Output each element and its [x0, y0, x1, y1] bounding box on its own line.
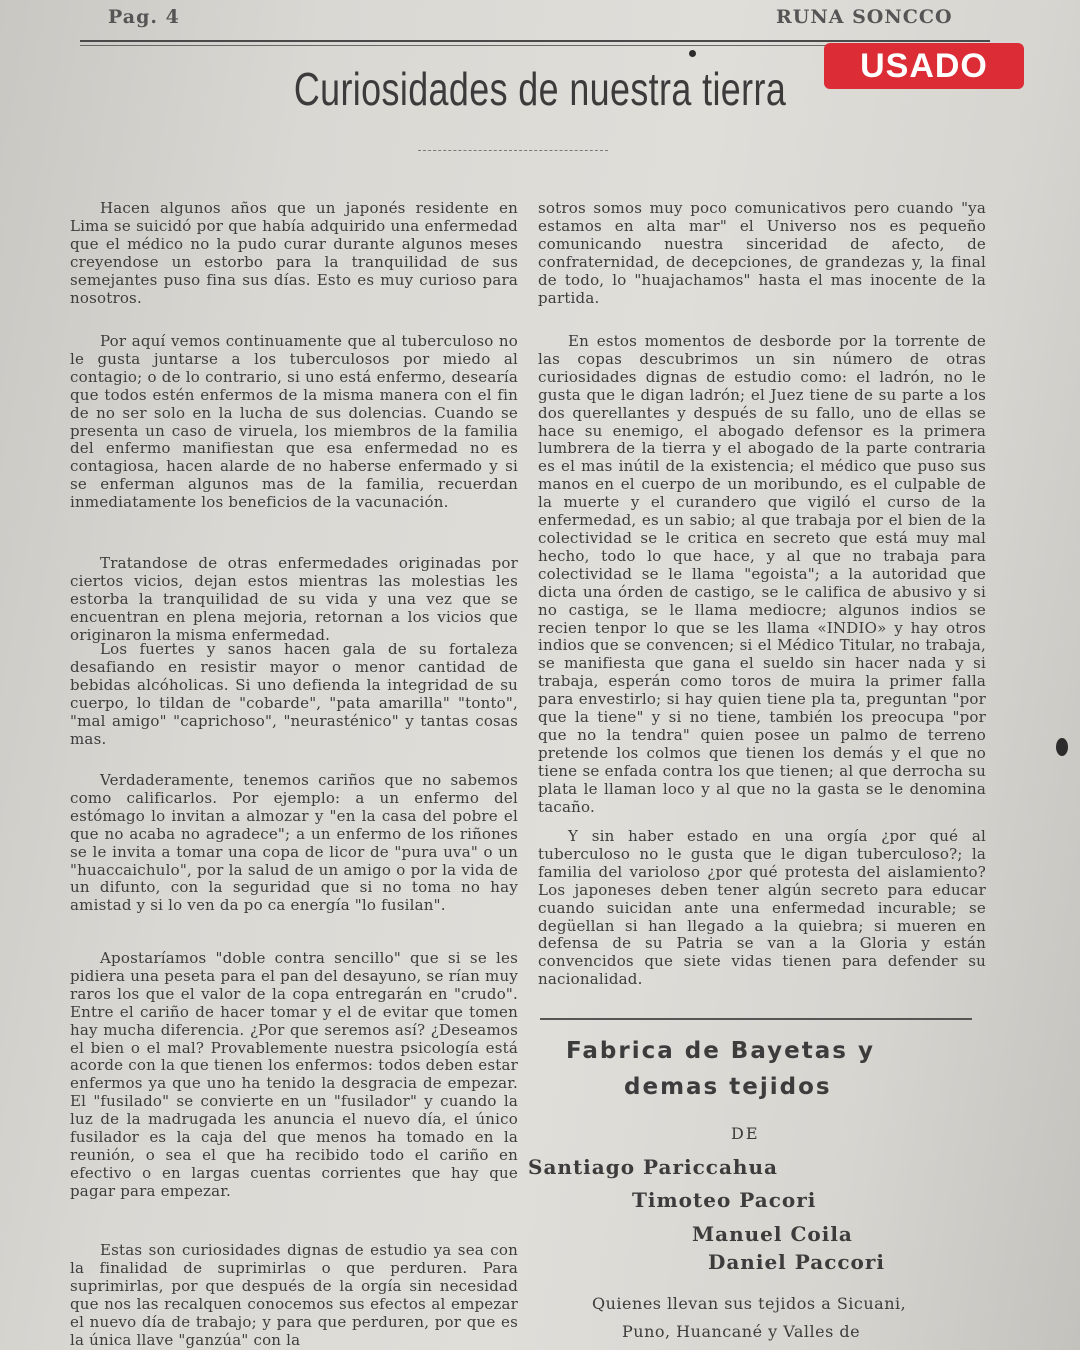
article-paragraph: Verdaderamente, tenemos cariños que no sabemos como calificarlos. Por ejemplo: a un enfermo del estómago lo invitan a almozar y "en la casa del pobre el que no acaba no agradece"; a un enfermo de los riñones se le invita a tomar una copa de licor de "pura uva" o un "huaccaichulo", por la salud de un amigo o por la vida de un difunto, con la seguridad que si no toma no hay amistad y si lo ven da po ca energía "lo fusilan". [70, 771, 518, 915]
ad-owner-name: Timoteo Pacori [632, 1188, 817, 1212]
article-paragraph: Los fuertes y sanos hacen gala de su fortaleza desafiando en resistir mayor o menor cantidad de bebidas alcóholicas. Si uno defienda la integridad de su cuerpo, lo tildan de "cobarde", "pata amarilla" "tonto", "mal amigo" "caprichoso", "neurasténico" y tantas cosas mas. [70, 640, 518, 748]
article-paragraph: Tratandose de otras enfermedades originadas por ciertos vicios, dejan estos mientras las molestias les estorba la tranquilidad de su vida y una vez que se encuentran en plena mejoria, retornan a los vicios que originaron la misma enfermedad. [70, 554, 518, 644]
newspaper-name: RUNA SONCCO [776, 6, 953, 28]
title-ornament [418, 150, 608, 151]
article-paragraph: Y sin haber estado en una orgía ¿por qué al tuberculoso no le gusta que le digan tuberculoso?; la familia del varioloso ¿por qué protesta del aislamiento? Los japoneses deben tener algún secreto para educar cuando suicidan ante una enfermedad incurable; se degüellan si han llegado a la quiebra; si mueren en defensa de su Patria se van a la Gloria y están convencidos que siete vidas tienen para defender su nacionalidad. [538, 827, 986, 989]
ad-footer-line: Puno, Huancané y Valles de [622, 1322, 861, 1341]
ad-subtitle: demas tejidos [624, 1074, 832, 1100]
header-rule [80, 40, 990, 42]
article-paragraph: En estos momentos de desborde por la torrente de las copas descubrimos un sin número de otras curiosidades dignas de estudio como: el ladrón, no le gusta que le digan ladrón; el Juez tiene de su parte a los dos querellantes y después de su fallo, uno de ellas se hace su enemigo, el abogado defensor es la primera lumbrera de la tierra y el abogado de la parte contraria es el mas inútil de la existencia; el médico que puso sus manos en el cuerpo de un moribundo, es el culpable de la muerte y el curandero que vigiló el curso de la enfermedad, es un sabio; al que trabaja por el bien de la colectividad se le critica en secreto que está muy mal hecho, todo lo que hace, y al que no trabaja para colectividad se le llama "egoista"; a la autoridad que dicta una órden de castigo, se le califica de abusivo y si no castiga, se le llama mediocre; algunos indios se recien tenpor lo que se les llama «INDIO» y hay otros indios que se convencen; si el Médico Titular, no trabaja, se manifiesta que gana el sueldo sin hacer nada y si trabaja, esperán como toros de muira la primer falla para envestirlo; si hay quien tiene pla ta, preguntan "por que la tiene" y si no tiene, también los preocupa "por que no la tendra" quien posee un palmo de terreno pretende los colmos que tienen los demás y el que no tiene se enfada contra los que tienen; al que derrocha su plata le llaman loco y al que no la gasta se le denomina tacaño. [538, 332, 986, 816]
ad-footer-line: Quienes llevan sus tejidos a Sicuani, [592, 1294, 907, 1313]
article-paragraph: sotros somos muy poco comunicativos pero cuando "ya estamos en alta mar" el Universo nos es pequeño comunicando nuestra sinceridad de afecto, de confraternidad, de decepciones, de grandezas y, la final de todo, lo "huajachamos" hasta el mas inocente de la partida. [538, 199, 986, 307]
ad-title: Fabrica de Bayetas y [566, 1038, 875, 1064]
ad-owner-name: Santiago Pariccahua [528, 1155, 778, 1179]
ink-dot [689, 50, 696, 57]
ad-divider [540, 1018, 972, 1020]
article-paragraph: Estas son curiosidades dignas de estudio ya sea con la finalidad de suprimirlas o que perduren. Para suprimirlas, por que después de la orgía sin necesidad que nos las recalquen conocemos sus efectos al empezar el nuevo día de trabajo; y para que perduren, por que es la única llave "ganzúa" con la [70, 1241, 518, 1349]
article-paragraph: Hacen algunos años que un japonés residente en Lima se suicidó por que había adquirido una enfermedad que el médico no la pudo curar durante algunos meses creyendose un estorbo para la tranquilidad de sus semejantes puso fina sus días. Esto es muy curioso para nosotros. [70, 199, 518, 307]
punch-hole [1056, 738, 1068, 756]
ad-de: DE [731, 1124, 760, 1143]
ad-owner-name: Daniel Paccori [708, 1250, 886, 1274]
article-paragraph: Por aquí vemos continuamente que al tuberculoso no le gusta juntarse a los tuberculosos por miedo al contagio; o de lo contrario, si uno está enfermo, desearía que todos estén enfermos de la misma manera con el fin de no ser solo en la lucha de sus dolencias. Cuando se presenta un caso de viruela, los miembros de la familia del enfermo manifiestan que esa enfermedad no es contagiosa, hacen alarde de no haberse enfermado y si se enferman algunos mas de la familia, recuerdan inmediatamente los beneficios de la vacunación. [70, 332, 518, 512]
used-badge: USADO [824, 43, 1024, 89]
page-number: Pag. 4 [108, 6, 180, 28]
article-paragraph: Apostaríamos "doble contra sencillo" que si se les pidiera una peseta para el pan del desayuno, se rían muy raros los que el valor de la copa entregarán en "crudo". Entre el cariño de hacer tomar y el de evitar que tomen hay mucha diferencia. ¿Por que seremos así? ¿Deseamos el bien o el mal? Provablemente nuestra psicología está acorde con la que tienen los enfermos: todos deben estar enfermos ya que uno ha tenido la desgracia de empezar. El "fusilado" se convierte en un "fusilador" y cuando la luz de la madrugada les anuncia el nuevo día, el único fusilador es la caja del que menos ha tomado en la reunión, o sea el que ha recibido todo el cariño en efectivo o en largas cuentas corrientes que hay que pagar para empezar. [70, 949, 518, 1200]
article-title: Curiosidades de nuestra tierra [293, 63, 787, 115]
ad-owner-name: Manuel Coila [692, 1222, 853, 1246]
